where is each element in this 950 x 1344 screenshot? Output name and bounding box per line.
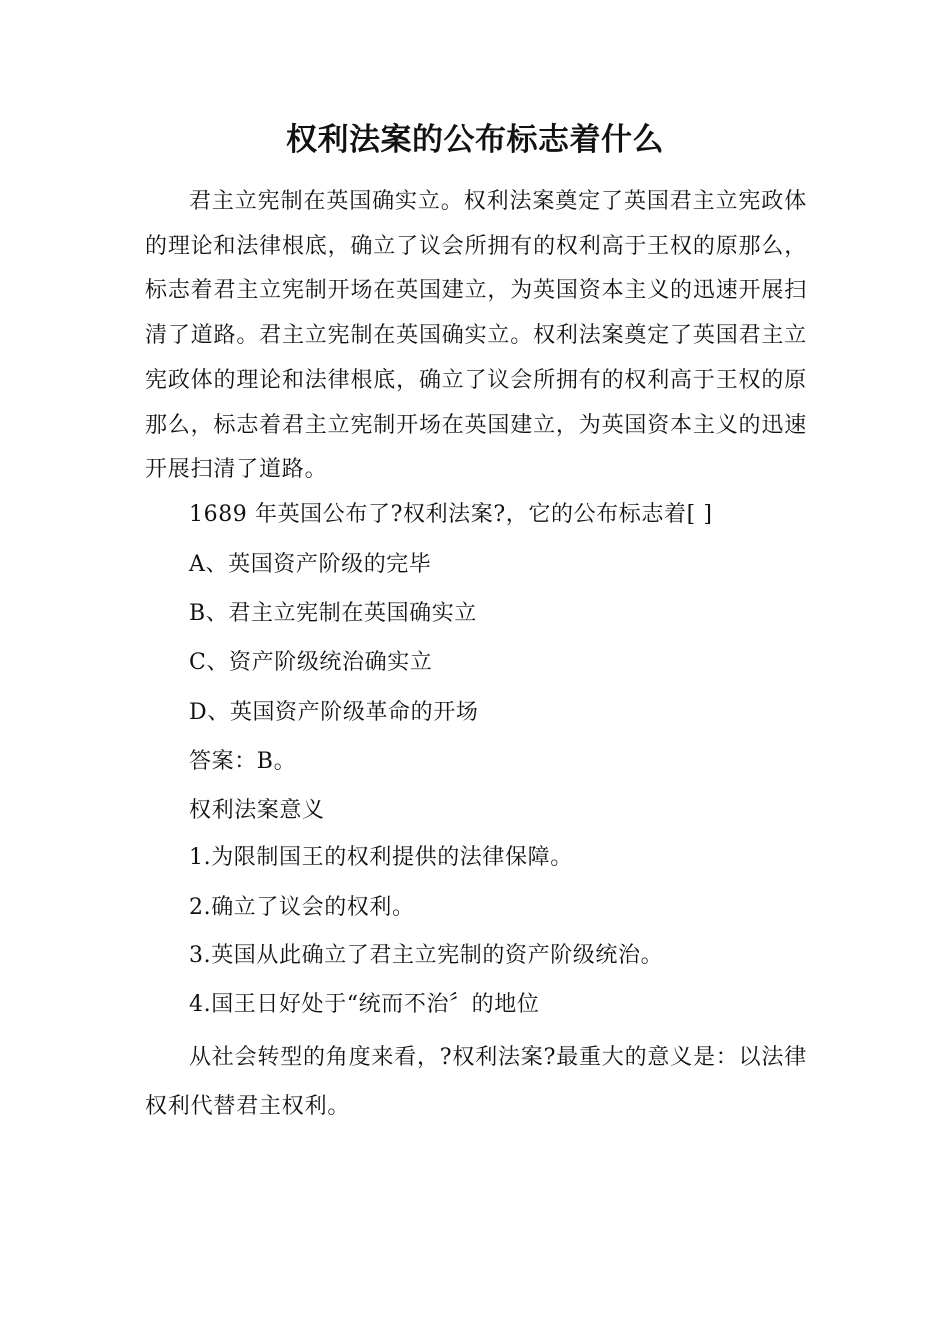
option-c: C、资产阶级统治确实立 xyxy=(189,650,433,675)
significance-item-1: 1.为限制国王的权利提供的法律保障。 xyxy=(189,845,573,870)
document-title: 权利法案的公布标志着什么 xyxy=(286,122,664,158)
significance-item-4: 4.国王日好处于“统而不治〞的地位 xyxy=(189,992,540,1017)
intro-paragraph: 君主立宪制在英国确实立。权利法案奠定了英国君主立宪政体的理论和法律根底，确立了议会所拥有的权利高于王权的原那么，标志着君主立宪制开场在英国建立，为英国资本主义的迅速开展扫清了道路。君主立宪制在英国确实立。权利法案奠定了英国君主立宪政体的理论和法律根底，确立了议会所拥有的权利高于王权的原那么，标志着君主立宪制开场在英国建立，为英国资本主义的迅速开展扫清了道路。 xyxy=(145,189,807,483)
answer-text: 答案：B。 xyxy=(189,749,297,774)
option-a: A、英国资产阶级的完毕 xyxy=(189,552,432,577)
significance-heading: 权利法案意义 xyxy=(189,798,325,823)
significance-item-3: 3.英国从此确立了君主立宪制的资产阶级统治。 xyxy=(189,943,664,968)
question-text: 1689 年英国公布了?权利法案?，它的公布标志着[ ] xyxy=(189,502,713,527)
option-d: D、英国资产阶级革命的开场 xyxy=(189,700,479,725)
option-b: B、君主立宪制在英国确实立 xyxy=(189,601,477,626)
closing-paragraph: 从社会转型的角度来看，?权利法案?最重大的意义是：以法律权利代替君主权利。 xyxy=(145,1045,807,1119)
significance-item-2: 2.确立了议会的权利。 xyxy=(189,895,415,920)
